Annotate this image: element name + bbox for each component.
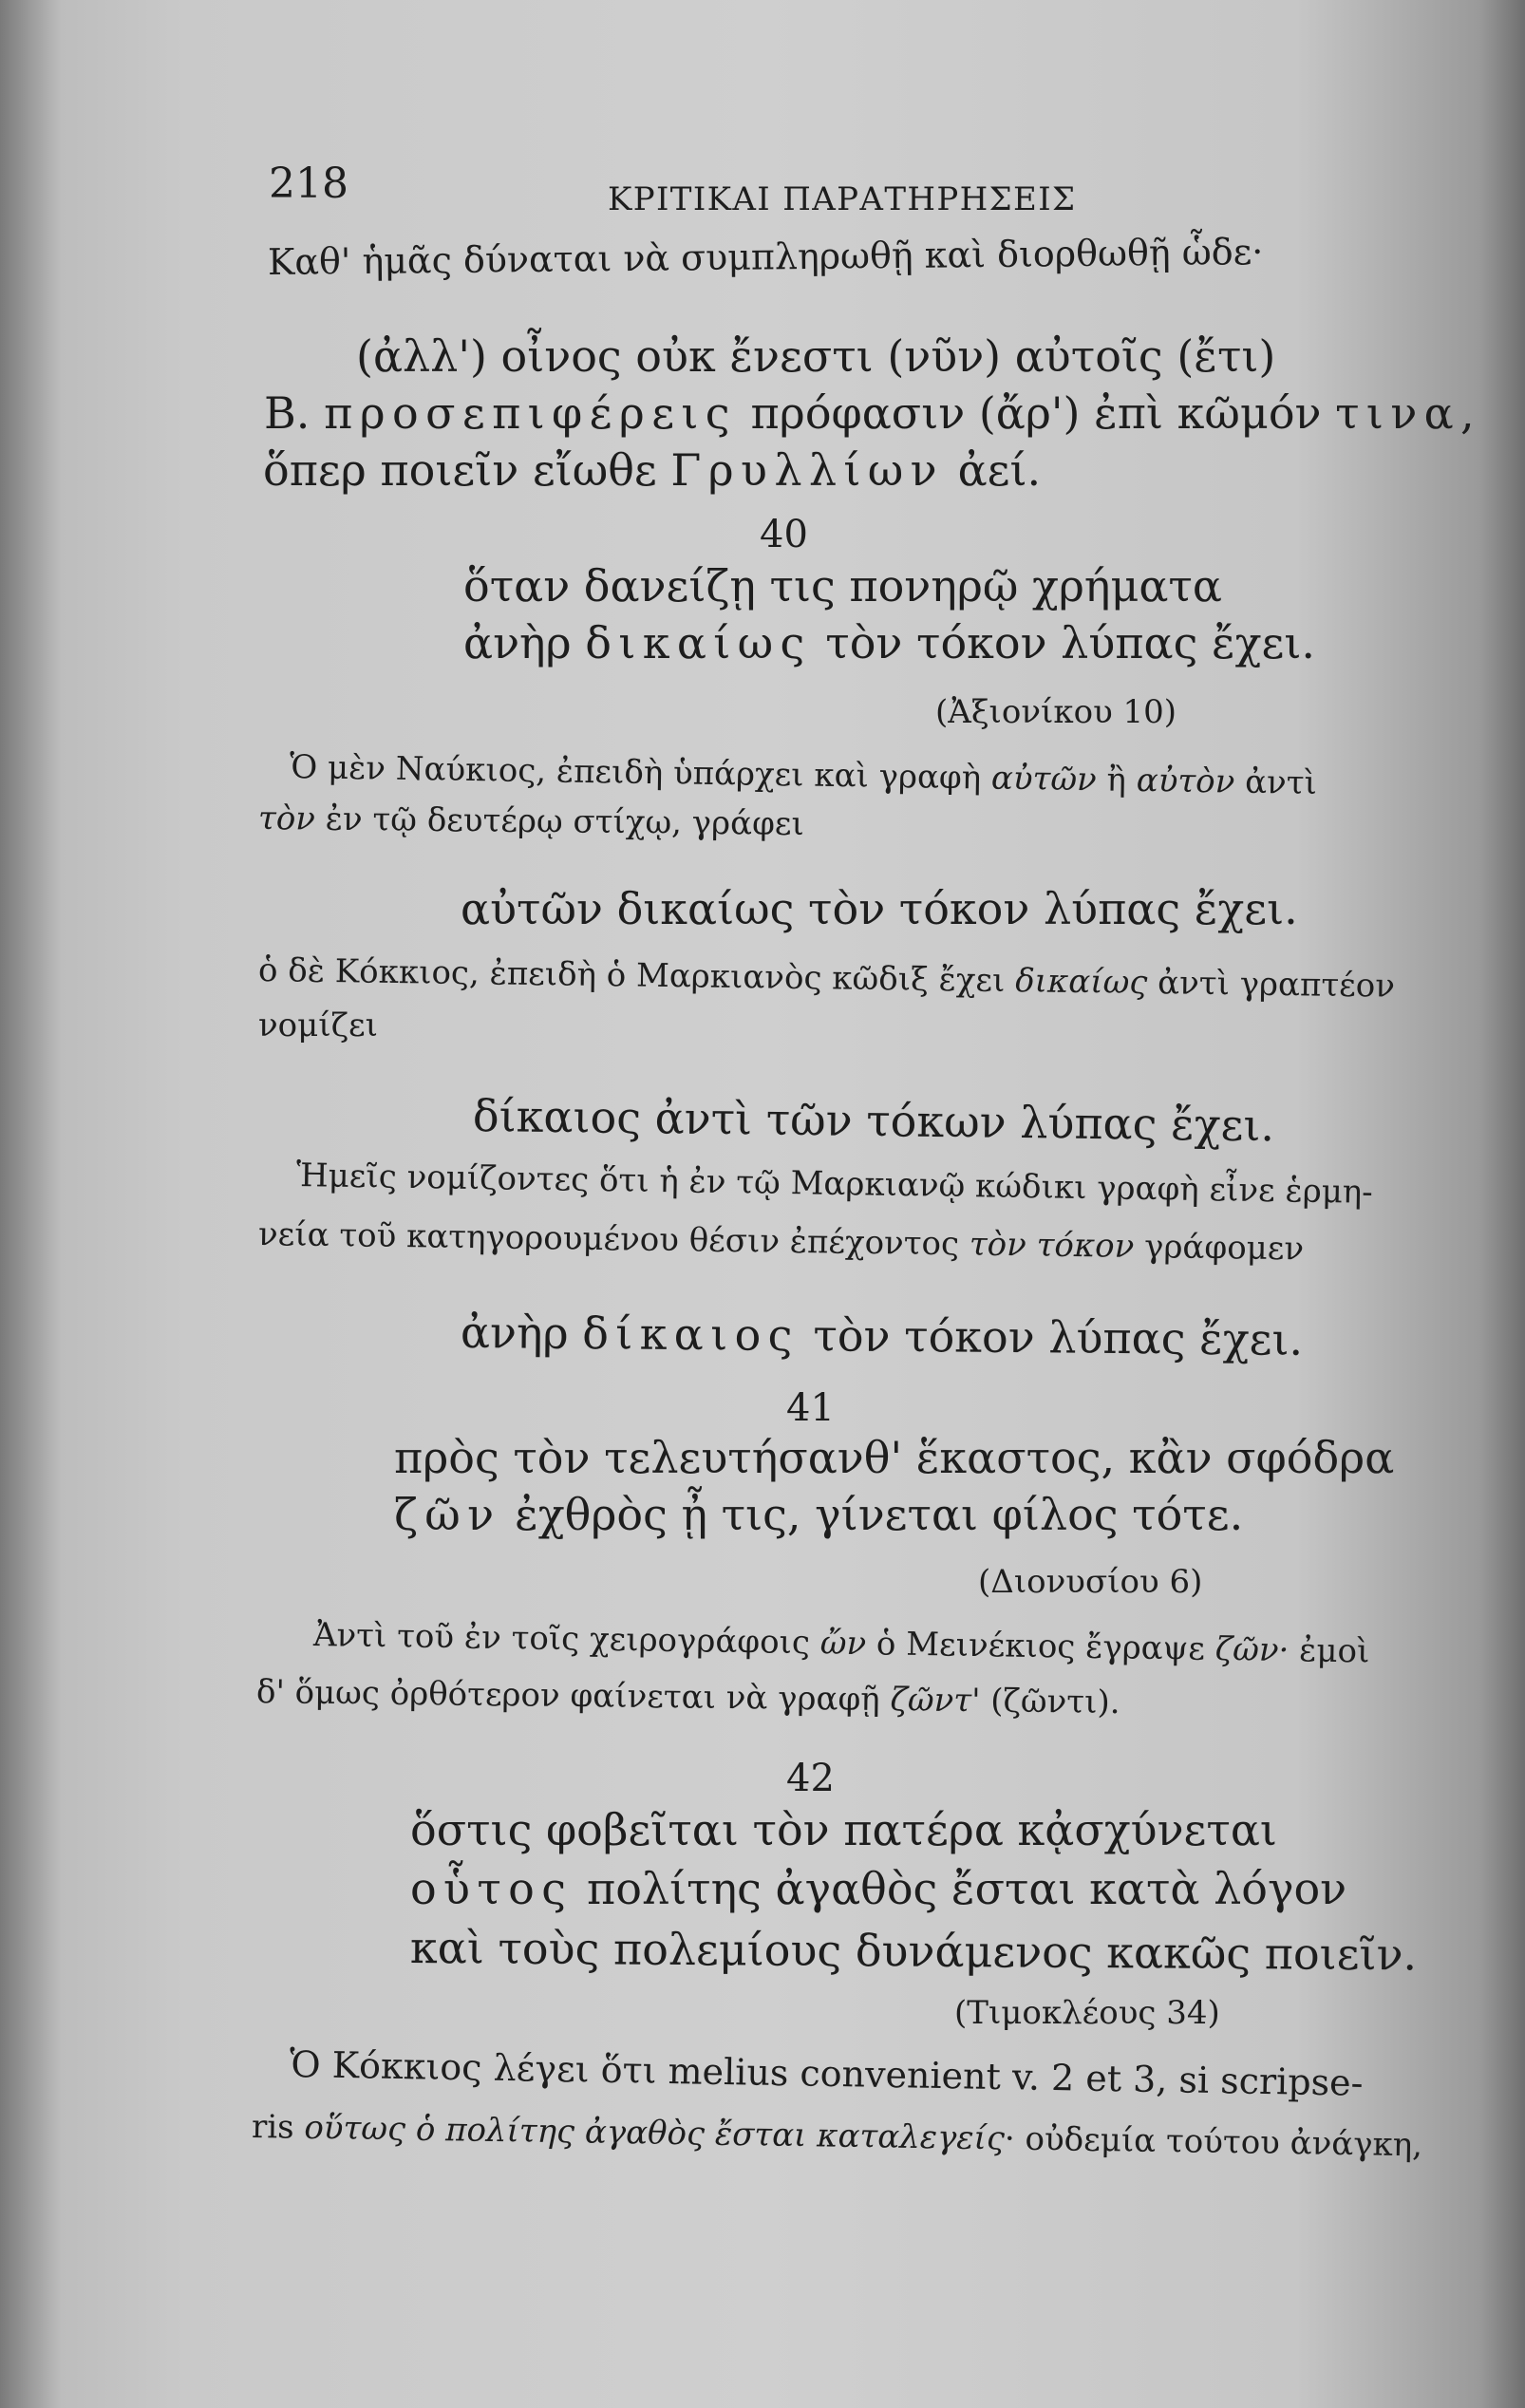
verse-text: ἀνὴρ — [463, 617, 586, 668]
note-text: γράφομεν — [1134, 1227, 1305, 1269]
note-text: ἐμοὶ — [1289, 1631, 1370, 1671]
note-line — [258, 1215, 1305, 1268]
note-text: ἀντὶ γραπτέον — [1147, 964, 1396, 1006]
note-line: νομίζει — [258, 1006, 378, 1044]
source-citation: (Διονυσίου 6) — [978, 1563, 1203, 1601]
verse-line — [410, 1863, 1346, 1914]
verse-line — [461, 1307, 1304, 1365]
spaced-word: δίκαιος — [582, 1307, 800, 1362]
verse-line — [463, 617, 1315, 668]
note-text: ὁ δὲ Κόκκιος, ἐπειδὴ ὁ Μαρκιανὸς κῶδιξ ἔχει — [257, 951, 1016, 1001]
note-line: Ὁ Κόκκιος λέγει ὅτι melius convenient v. 2 et 3, si scripse- — [289, 2043, 1364, 2104]
note-italic: αὐτῶν — [990, 759, 1098, 800]
verse-line: ὅστις φοβεῖται τὸν πατέρα κᾀσχύνεται — [410, 1804, 1277, 1855]
verse-text: ἐχθρὸς ᾖ τις, γίνεται φίλος τότε. — [500, 1489, 1244, 1540]
note-text: ὁ Μεινέκιος ἔγραψε — [865, 1625, 1216, 1668]
note-italic: τὸν — [257, 800, 316, 838]
spaced-word: προσεπιφέρεις — [324, 387, 737, 439]
source-citation: (Ἀξιονίκου 10) — [935, 693, 1177, 731]
verse-line: πρὸς τὸν τελευτήσανθ' ἕκαστος, κἂν σφόδρα — [394, 1432, 1395, 1483]
note-text: νεία τοῦ κατηγορουμένου θέσιν ἐπέχοντος — [257, 1215, 970, 1264]
verse-line: δίκαιος ἀντὶ τῶν τόκων λύπας ἔχει. — [472, 1090, 1275, 1152]
note-italic: αὐτὸν — [1136, 762, 1235, 801]
note-italic: οὕτως ὁ πολίτης ἀγαθὸς ἔσται καταλεγείς — [304, 2108, 1006, 2158]
note-italic: ὤν — [819, 1624, 867, 1664]
verse-line — [394, 1489, 1243, 1540]
note-italic: δικαίως — [1014, 962, 1148, 1003]
fragment-number: 40 — [760, 513, 808, 556]
text-line: Καθ' ἡμᾶς δύναται νὰ συμπληρωθῇ καὶ διορθωθῇ ὧδε· — [267, 231, 1264, 283]
note-line — [258, 951, 1395, 1006]
note-italic: ζῶν· — [1214, 1629, 1290, 1670]
spaced-word: δικαίως — [585, 617, 812, 668]
note-line: Ἡμεῖς νομίζοντες ὅτι ἡ ἐν τῷ Μαρκιανῷ κώδικι γραφὴ εἶνε ἑρμη- — [295, 1157, 1374, 1212]
verse-line: καὶ τοὺς πολεμίους δυνάμενος κακῶς ποιεῖν. — [409, 1922, 1418, 1981]
spaced-word: ζῶν — [394, 1489, 501, 1540]
note-text: Ἀντὶ τοῦ ἐν τοῖς χειρογράφοις — [312, 1616, 821, 1663]
note-text: ris — [251, 2108, 305, 2147]
note-line — [313, 1616, 1370, 1670]
note-line — [258, 800, 804, 843]
spaced-word: Γρυλλίων — [670, 444, 944, 496]
verse-line: (ἀλλ') οἶνος οὐκ ἔνεστι (νῦν) αὐτοῖς (ἔτι) — [356, 330, 1276, 382]
note-text: · οὐδεμία τούτου ἀνάγκη, — [1004, 2119, 1423, 2165]
note-text: ἐν τῷ δευτέρῳ στίχῳ, γράφει — [314, 800, 805, 844]
note-italic: τὸν τόκον — [969, 1225, 1135, 1266]
source-citation: (Τιμοκλέους 34) — [954, 1994, 1220, 2032]
running-title: ΚΡΙΤΙΚΑΙ ΠΑΡΑΤΗΡΗΣΕΙΣ — [608, 180, 1077, 218]
spaced-word: οὗτος — [410, 1863, 574, 1914]
page-number: 218 — [269, 160, 348, 208]
speaker-label: Β. — [264, 387, 325, 439]
verse-line: αὐτῶν δικαίως τὸν τόκον λύπας ἔχει. — [461, 883, 1298, 934]
verse-text: ὅπερ ποιεῖν εἴωθε — [263, 444, 671, 496]
verse-text: πολίτης ἀγαθὸς ἔσται κατὰ λόγον — [573, 1863, 1347, 1914]
note-line — [290, 748, 1318, 802]
verse-line — [264, 387, 1481, 439]
verse-text: τὸν τόκον λύπας ἔχει. — [811, 617, 1316, 668]
verse-text: πρόφασιν (ἄρ') ἐπὶ κῶμόν — [736, 387, 1336, 439]
note-text: Ὁ μὲν Ναύκιος, ἐπειδὴ ὑπάρχει καὶ γραφὴ — [289, 748, 992, 798]
note-italic: ζῶντ' — [890, 1681, 981, 1721]
verse-line: ὅταν δανείζῃ τις πονηρῷ χρήματα — [463, 560, 1222, 611]
fragment-number: 41 — [786, 1386, 835, 1430]
verse-line — [263, 444, 1041, 496]
note-line — [256, 1673, 1120, 1721]
verse-text: ἀεί. — [944, 444, 1042, 496]
note-text: (ζῶντι). — [980, 1682, 1120, 1722]
verse-text: τὸν τόκον λύπας ἔχει. — [799, 1309, 1304, 1365]
note-text: ἢ — [1096, 761, 1138, 800]
note-text: δ' ὅμως ὀρθότερον φαίνεται νὰ γραφῇ — [255, 1673, 891, 1720]
note-line — [252, 2108, 1423, 2164]
note-text: ἀντὶ — [1234, 762, 1318, 802]
fragment-number: 42 — [786, 1757, 835, 1800]
verse-text: ἀνὴρ — [460, 1307, 583, 1360]
spaced-word: τινα, — [1335, 387, 1482, 439]
